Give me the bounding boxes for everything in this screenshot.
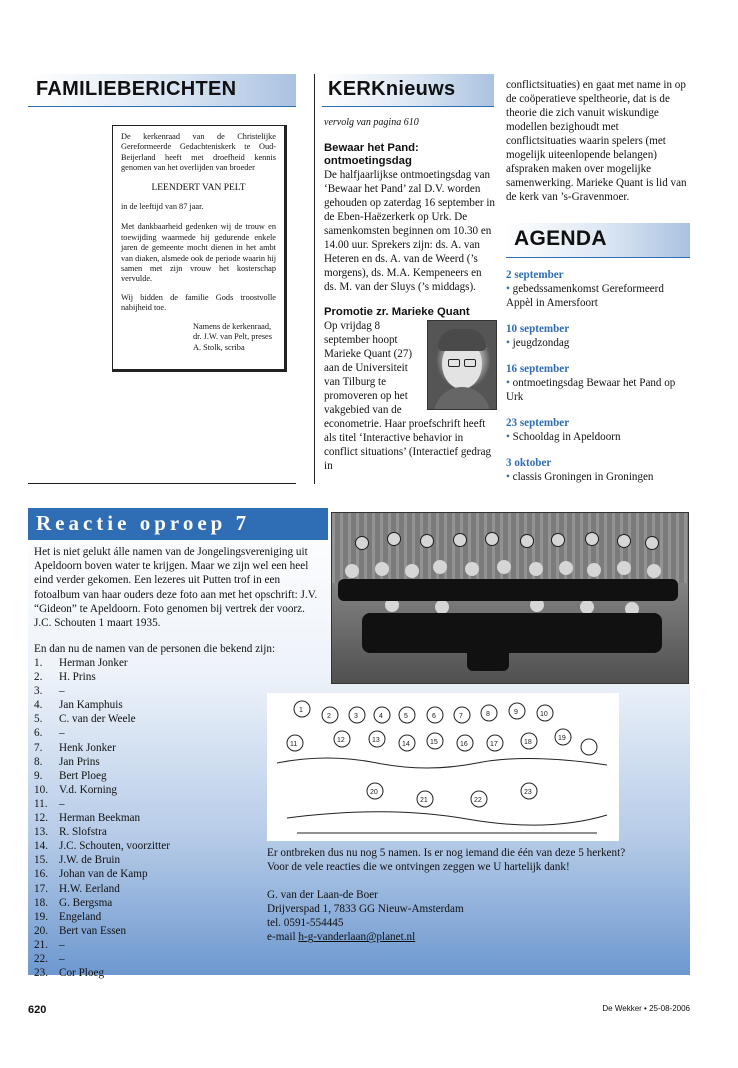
agenda-date: 23 september bbox=[506, 417, 570, 429]
agenda-item bbox=[506, 268, 691, 310]
numbered-key-sketch bbox=[267, 693, 619, 841]
agenda-item bbox=[506, 416, 691, 444]
article-promotie-continued: conflictsituaties) en gaat met name in op de coöperatieve speltheorie, dat is de theorie die zich vanuit wiskundige modellen bezighoudt met conflictsituaties waarin spelers (met mogelijk uiteenlopende belangen) afspraken maken over mogelijke samenwerking. Marieke Quant is lid van de kerk van ’s-Gravenmoer. bbox=[506, 79, 687, 203]
closing-line-1: Er ontbreken dus nu nog 5 namen. Is er nog iemand die één van deze 5 herkent? bbox=[267, 847, 626, 859]
svg-text:10: 10 bbox=[540, 711, 548, 718]
svg-text:14: 14 bbox=[402, 741, 410, 748]
reactie-title: Reactie oproep 7 bbox=[36, 511, 251, 535]
bullet-icon: • bbox=[506, 377, 510, 389]
svg-text:3: 3 bbox=[354, 713, 358, 720]
column-divider-vertical bbox=[314, 74, 315, 484]
names-list bbox=[34, 656, 254, 980]
vervolg-note: vervolg van pagina 610 bbox=[324, 117, 419, 128]
list-item: 19. Engeland bbox=[34, 910, 102, 923]
article-pand-heading: Bewaar het Pand: ontmoetingsdag bbox=[324, 142, 419, 167]
reactie-closing bbox=[267, 846, 687, 945]
article-promotie-body: Op vrijdag 8 september hoopt Marieke Quant (27) aan de Universiteit van Tilburg te promoveren op het vakgebied van de econometrie. Haar proefschrift heeft als titel ‘Interactive behavior in conflict situations’ (Interactief gedrag in bbox=[324, 320, 492, 472]
key-heads-row3 bbox=[367, 783, 537, 807]
column-divider-left bbox=[28, 483, 296, 484]
list-item: 9. Bert Ploeg bbox=[34, 769, 107, 782]
publication-info: De Wekker • 25-08-2006 bbox=[602, 1004, 690, 1013]
reactie-title-bar bbox=[28, 508, 328, 540]
list-item: 11. – bbox=[34, 797, 65, 810]
kerknieuws-column bbox=[324, 116, 495, 473]
contact-address: Drijverspad 1, 7833 GG Nieuw-Amsterdam bbox=[267, 903, 464, 916]
page-number: 620 bbox=[28, 1004, 47, 1016]
svg-text:11: 11 bbox=[290, 741, 298, 748]
agenda-text: gebedssamenkomst Gereformeerd Appèl in Amersfoort bbox=[506, 283, 664, 309]
svg-text:4: 4 bbox=[379, 713, 383, 720]
svg-text:21: 21 bbox=[420, 797, 428, 804]
familieberichten-title: FAMILIEBERICHTEN bbox=[36, 78, 237, 100]
agenda-text: classis Groningen in Groningen bbox=[512, 471, 654, 483]
kerknieuws-header bbox=[322, 74, 494, 107]
agenda-date: 2 september bbox=[506, 269, 564, 281]
bullet-icon: • bbox=[506, 337, 510, 349]
agenda-item bbox=[506, 456, 691, 484]
list-item: 15. J.W. de Bruin bbox=[34, 854, 121, 867]
agenda-date: 10 september bbox=[506, 323, 570, 335]
contact-tel: tel. 0591-554445 bbox=[267, 917, 344, 930]
svg-text:7: 7 bbox=[459, 713, 463, 720]
closing-line-2: Voor de vele reacties die we ontvingen zeggen we U hartelijk dank! bbox=[267, 861, 570, 874]
agenda-text: ontmoetingsdag Bewaar het Pand op Urk bbox=[506, 377, 676, 403]
bullet-icon: • bbox=[506, 471, 510, 483]
svg-text:2: 2 bbox=[327, 713, 331, 720]
kerknieuws-title: KERKnieuws bbox=[328, 78, 456, 100]
agenda-title: AGENDA bbox=[514, 227, 607, 250]
familieberichten-header bbox=[28, 74, 296, 107]
svg-text:17: 17 bbox=[490, 741, 498, 748]
agenda-header bbox=[506, 223, 690, 258]
svg-text:8: 8 bbox=[486, 711, 490, 718]
list-item: 17. H.W. Eerland bbox=[34, 882, 120, 895]
list-item: 10. V.d. Korning bbox=[34, 783, 117, 796]
contact-name: G. van der Laan-de Boer bbox=[267, 889, 378, 902]
notice-intro: De kerkenraad van de Christelijke Gereformeerde Gedachteniskerk te Oud-Beijerland heeft met droefheid kennis genomen van het overlijden van broeder bbox=[121, 132, 276, 173]
contact-email-label: e-mail bbox=[267, 931, 299, 944]
list-item: 13. R. Slofstra bbox=[34, 826, 107, 839]
group-photo-figures bbox=[332, 513, 688, 683]
notice-name: LEENDERT VAN PELT bbox=[151, 182, 246, 193]
notice-age: in de leeftijd van 87 jaar. bbox=[121, 202, 204, 212]
svg-text:9: 9 bbox=[514, 709, 518, 716]
article-promotie-heading: Promotie zr. Marieke Quant bbox=[324, 306, 470, 318]
bullet-icon: • bbox=[506, 283, 510, 295]
list-item: 23. Cor Ploeg bbox=[34, 967, 105, 980]
list-item: 6. – bbox=[34, 727, 65, 740]
svg-text:12: 12 bbox=[337, 737, 345, 744]
agenda-date: 3 oktober bbox=[506, 457, 552, 469]
list-item: 22. – bbox=[34, 952, 65, 965]
svg-text:18: 18 bbox=[524, 739, 532, 746]
agenda-item bbox=[506, 362, 691, 404]
list-item: 8. Jan Prins bbox=[34, 755, 100, 768]
key-heads-row2 bbox=[287, 729, 597, 755]
svg-text:13: 13 bbox=[372, 737, 380, 744]
bullet-icon: • bbox=[506, 431, 510, 443]
list-item: 21. – bbox=[34, 938, 65, 951]
death-notice bbox=[112, 125, 287, 372]
svg-text:22: 22 bbox=[474, 797, 482, 804]
svg-text:23: 23 bbox=[524, 789, 532, 796]
list-item: 12. Herman Beekman bbox=[34, 812, 141, 825]
svg-text:16: 16 bbox=[460, 741, 468, 748]
svg-text:5: 5 bbox=[404, 713, 408, 720]
reactie-list-intro: En dan nu de namen van de personen die bekend zijn: bbox=[34, 643, 276, 655]
svg-text:1: 1 bbox=[299, 707, 303, 714]
article-pand-body: De halfjaarlijkse ontmoetingsdag van ‘Bewaar het Pand’ zal D.V. worden gehouden op zaterdag 16 september in de Eben-Haëzerkerk op Urk. De samenkomsten beginnen om 10.30 en 14.00 uur. Sprekers zijn: ds. A. van Heteren en ds. A. van de Weerd (’s morgens), ds. M.A. Kempeneers en ds. M. van der Sluys (’s middags). bbox=[324, 169, 495, 293]
list-item: 18. G. Bergsma bbox=[34, 896, 113, 909]
svg-text:6: 6 bbox=[432, 713, 436, 720]
agenda-text: jeugdzondag bbox=[512, 337, 570, 349]
group-photo bbox=[331, 512, 689, 684]
notice-sign-1: Namens de kerkenraad, bbox=[193, 321, 272, 331]
contact-email-link[interactable]: h-g-vanderlaan@planet.nl bbox=[298, 931, 416, 944]
agenda-list bbox=[506, 268, 691, 484]
agenda-item bbox=[506, 322, 691, 350]
svg-text:15: 15 bbox=[430, 739, 438, 746]
list-item: 16. Johan van de Kamp bbox=[34, 868, 148, 881]
list-item: 2. H. Prins bbox=[34, 671, 96, 684]
notice-prayer: Wij bidden de familie Gods troostvolle nabijheid toe. bbox=[121, 292, 276, 313]
svg-text:20: 20 bbox=[370, 789, 378, 796]
notice-sign-3: A. Stolk, scriba bbox=[193, 342, 245, 352]
list-item: 20. Bert van Essen bbox=[34, 924, 127, 937]
list-item: 4. Jan Kamphuis bbox=[34, 699, 123, 712]
agenda-date: 16 september bbox=[506, 363, 570, 375]
list-item: 14. J.C. Schouten, voorzitter bbox=[34, 840, 170, 853]
list-item: 3. – bbox=[34, 685, 65, 698]
notice-sign-2: dr. J.W. van Pelt, preses bbox=[193, 332, 272, 342]
contact-email-row bbox=[267, 930, 687, 944]
reactie-intro: Het is niet gelukt álle namen van de Jongelingsvereniging uit Apeldoorn boven water te krijgen. Maar we zijn wel een heel eind verder gekomen. Een lezeres uit Putten trof in een fotoalbum van haar ouders deze foto aan met het opschrift: J.V. “Gideon” te Apeldoorn. Foto genomen bij vertrek der voorz. J.C. Schouten 1 maart 1935. bbox=[34, 546, 318, 630]
svg-text:19: 19 bbox=[558, 735, 566, 742]
portrait-photo bbox=[427, 320, 497, 410]
agenda-text: Schooldag in Apeldoorn bbox=[512, 431, 621, 443]
key-sketch-drawing bbox=[267, 693, 619, 841]
list-item: 1. Herman Jonker bbox=[34, 657, 128, 669]
list-item: 5. C. van der Weele bbox=[34, 713, 136, 726]
list-item: 7. Henk Jonker bbox=[34, 741, 116, 754]
notice-thanks: Met dankbaarheid gedenken wij de trouw en toewijding waarmede hij gedurende enkele jaren de gemeente mocht dienen in het ambt van diaken, alsmede ook de periode waarin hij samen met zijn vrouw het kosterschap vervulde. bbox=[121, 222, 276, 284]
